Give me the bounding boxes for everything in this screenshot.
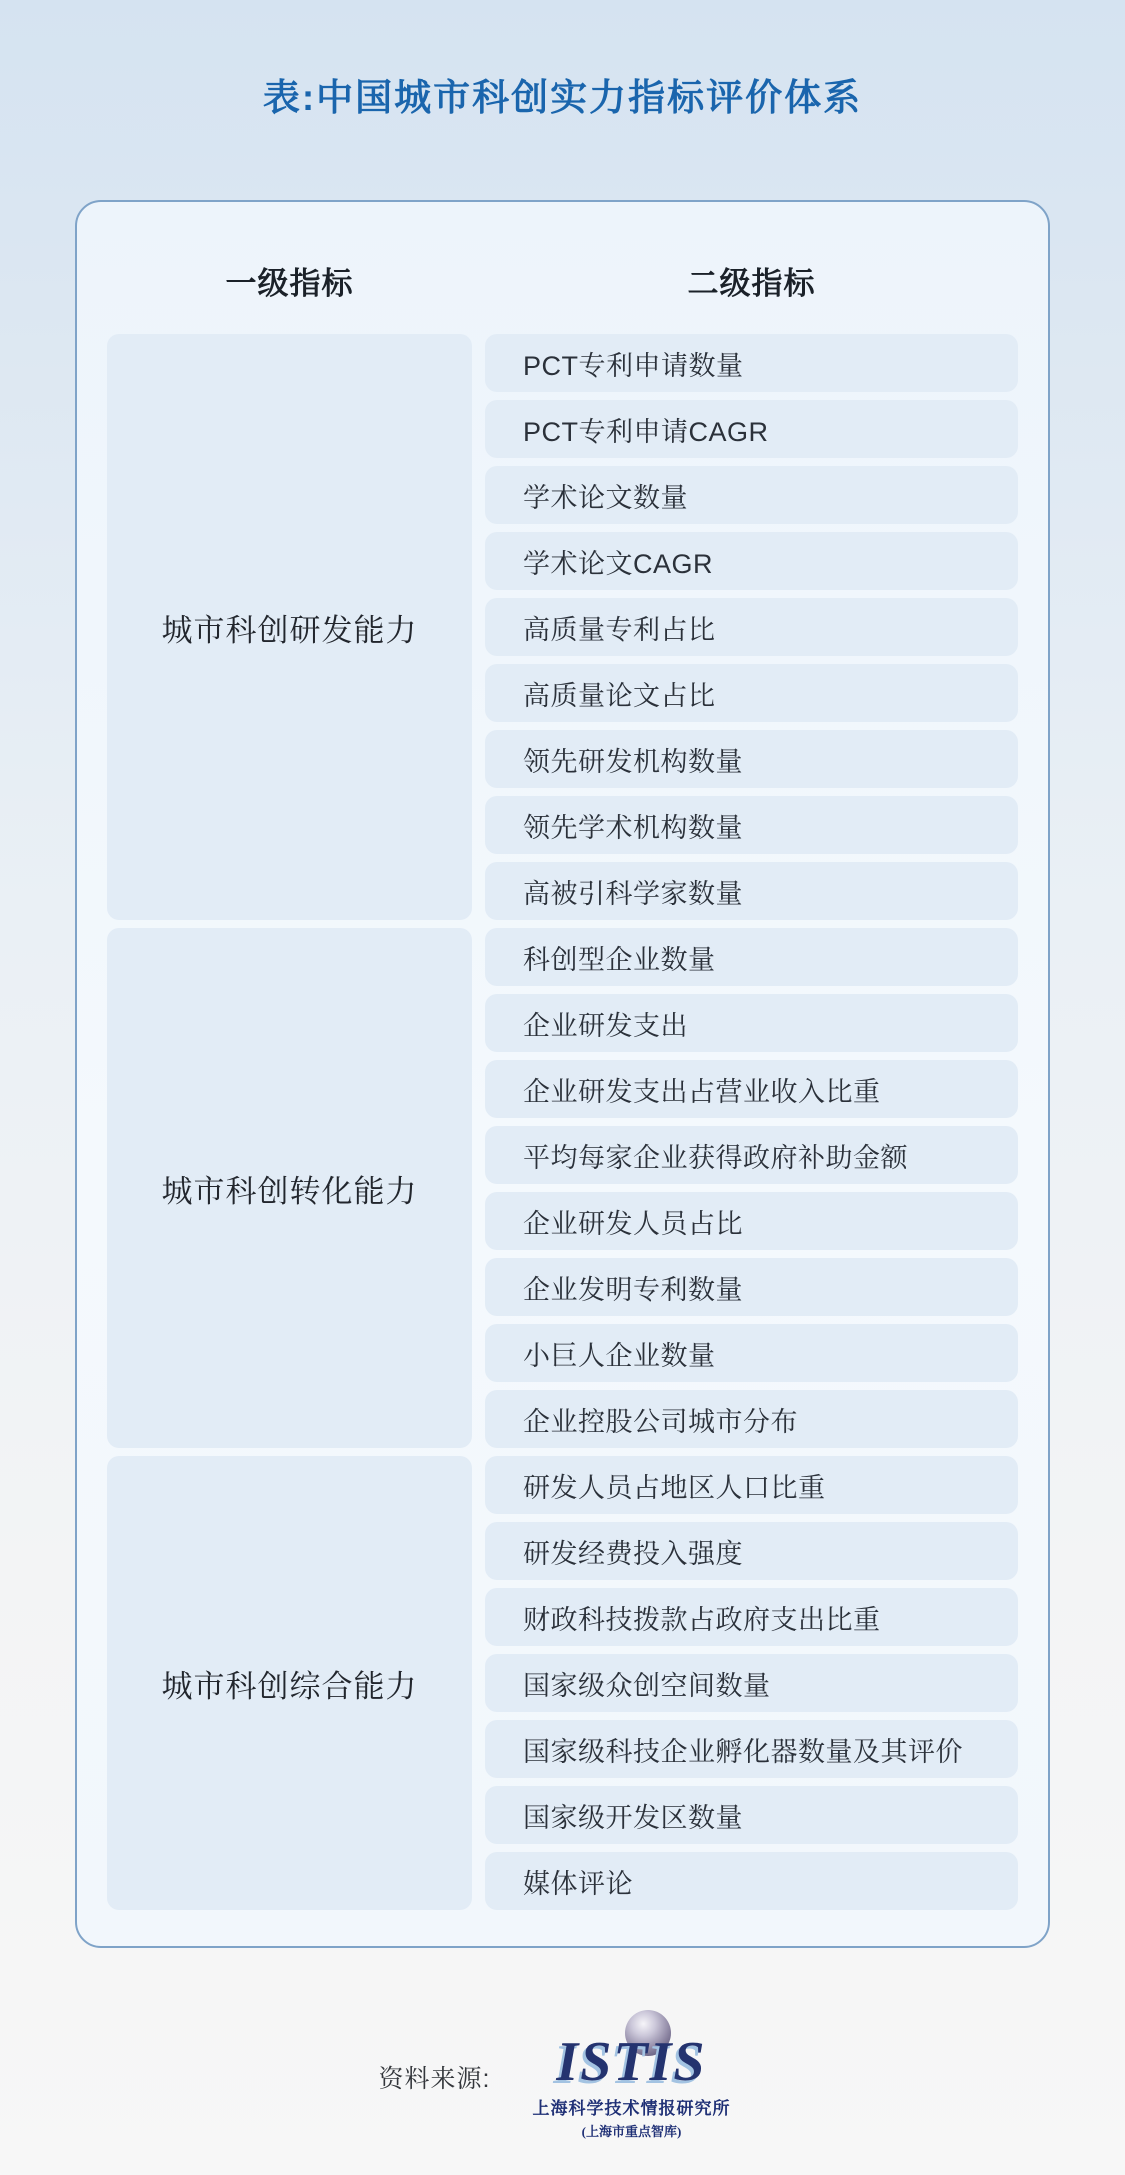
level2-indicator-cell: PCT专利申请数量 [485,334,1018,392]
level2-indicator-cell: 国家级科技企业孵化器数量及其评价 [485,1720,1018,1778]
level2-indicator-cell: 小巨人企业数量 [485,1324,1018,1382]
level1-indicator-cell: 城市科创转化能力 [107,928,472,1448]
level2-indicator-cell: 媒体评论 [485,1852,1018,1910]
level2-indicator-list [485,928,1018,1448]
level2-indicator-cell: 国家级众创空间数量 [485,1654,1018,1712]
level2-indicator-cell: 企业研发支出 [485,994,1018,1052]
istis-logo [516,2010,746,2140]
table-header-row [107,262,1018,306]
logo-org-name: 上海科学技术情报研究所 [532,2099,731,2118]
level2-indicator-cell: 财政科技拨款占政府支出比重 [485,1588,1018,1646]
level2-indicator-cell: 平均每家企业获得政府补助金额 [485,1126,1018,1184]
level2-indicator-cell: 企业研发支出占营业收入比重 [485,1060,1018,1118]
indicator-group [107,928,1018,1448]
level2-indicator-cell: 领先研发机构数量 [485,730,1018,788]
level2-indicator-cell: PCT专利申请CAGR [485,400,1018,458]
level2-indicator-cell: 领先学术机构数量 [485,796,1018,854]
level1-indicator-cell: 城市科创研发能力 [107,334,472,920]
level2-indicator-cell: 企业控股公司城市分布 [485,1390,1018,1448]
level2-indicator-list [485,1456,1018,1910]
level2-indicator-cell: 高质量论文占比 [485,664,1018,722]
column-header-level2: 二级指标 [687,266,816,301]
level2-indicator-cell: 研发人员占地区人口比重 [485,1456,1018,1514]
level2-indicator-list [485,334,1018,920]
column-header-level1: 一级指标 [225,266,354,301]
level2-indicator-cell: 学术论文数量 [485,466,1018,524]
level2-indicator-cell: 研发经费投入强度 [485,1522,1018,1580]
page-title: 表:中国城市科创实力指标评价体系 [262,77,863,118]
level2-indicator-cell: 高质量专利占比 [485,598,1018,656]
source-row [0,2010,1125,2140]
level2-indicator-cell: 高被引科学家数量 [485,862,1018,920]
source-label: 资料来源: [378,2065,491,2093]
level2-indicator-cell: 学术论文CAGR [485,532,1018,590]
indicator-group [107,1456,1018,1910]
level1-indicator-cell: 城市科创综合能力 [107,1456,472,1910]
level2-indicator-cell: 科创型企业数量 [485,928,1018,986]
table-body [107,334,1018,1910]
level2-indicator-cell: 企业发明专利数量 [485,1258,1018,1316]
level2-indicator-cell: 企业研发人员占比 [485,1192,1018,1250]
logo-org-subtitle: (上海市重点智库) [581,2124,682,2139]
indicator-group [107,334,1018,920]
level2-indicator-cell: 国家级开发区数量 [485,1786,1018,1844]
indicator-table-card [75,200,1050,1948]
logo-acronym: ISTIS [556,2031,707,2093]
